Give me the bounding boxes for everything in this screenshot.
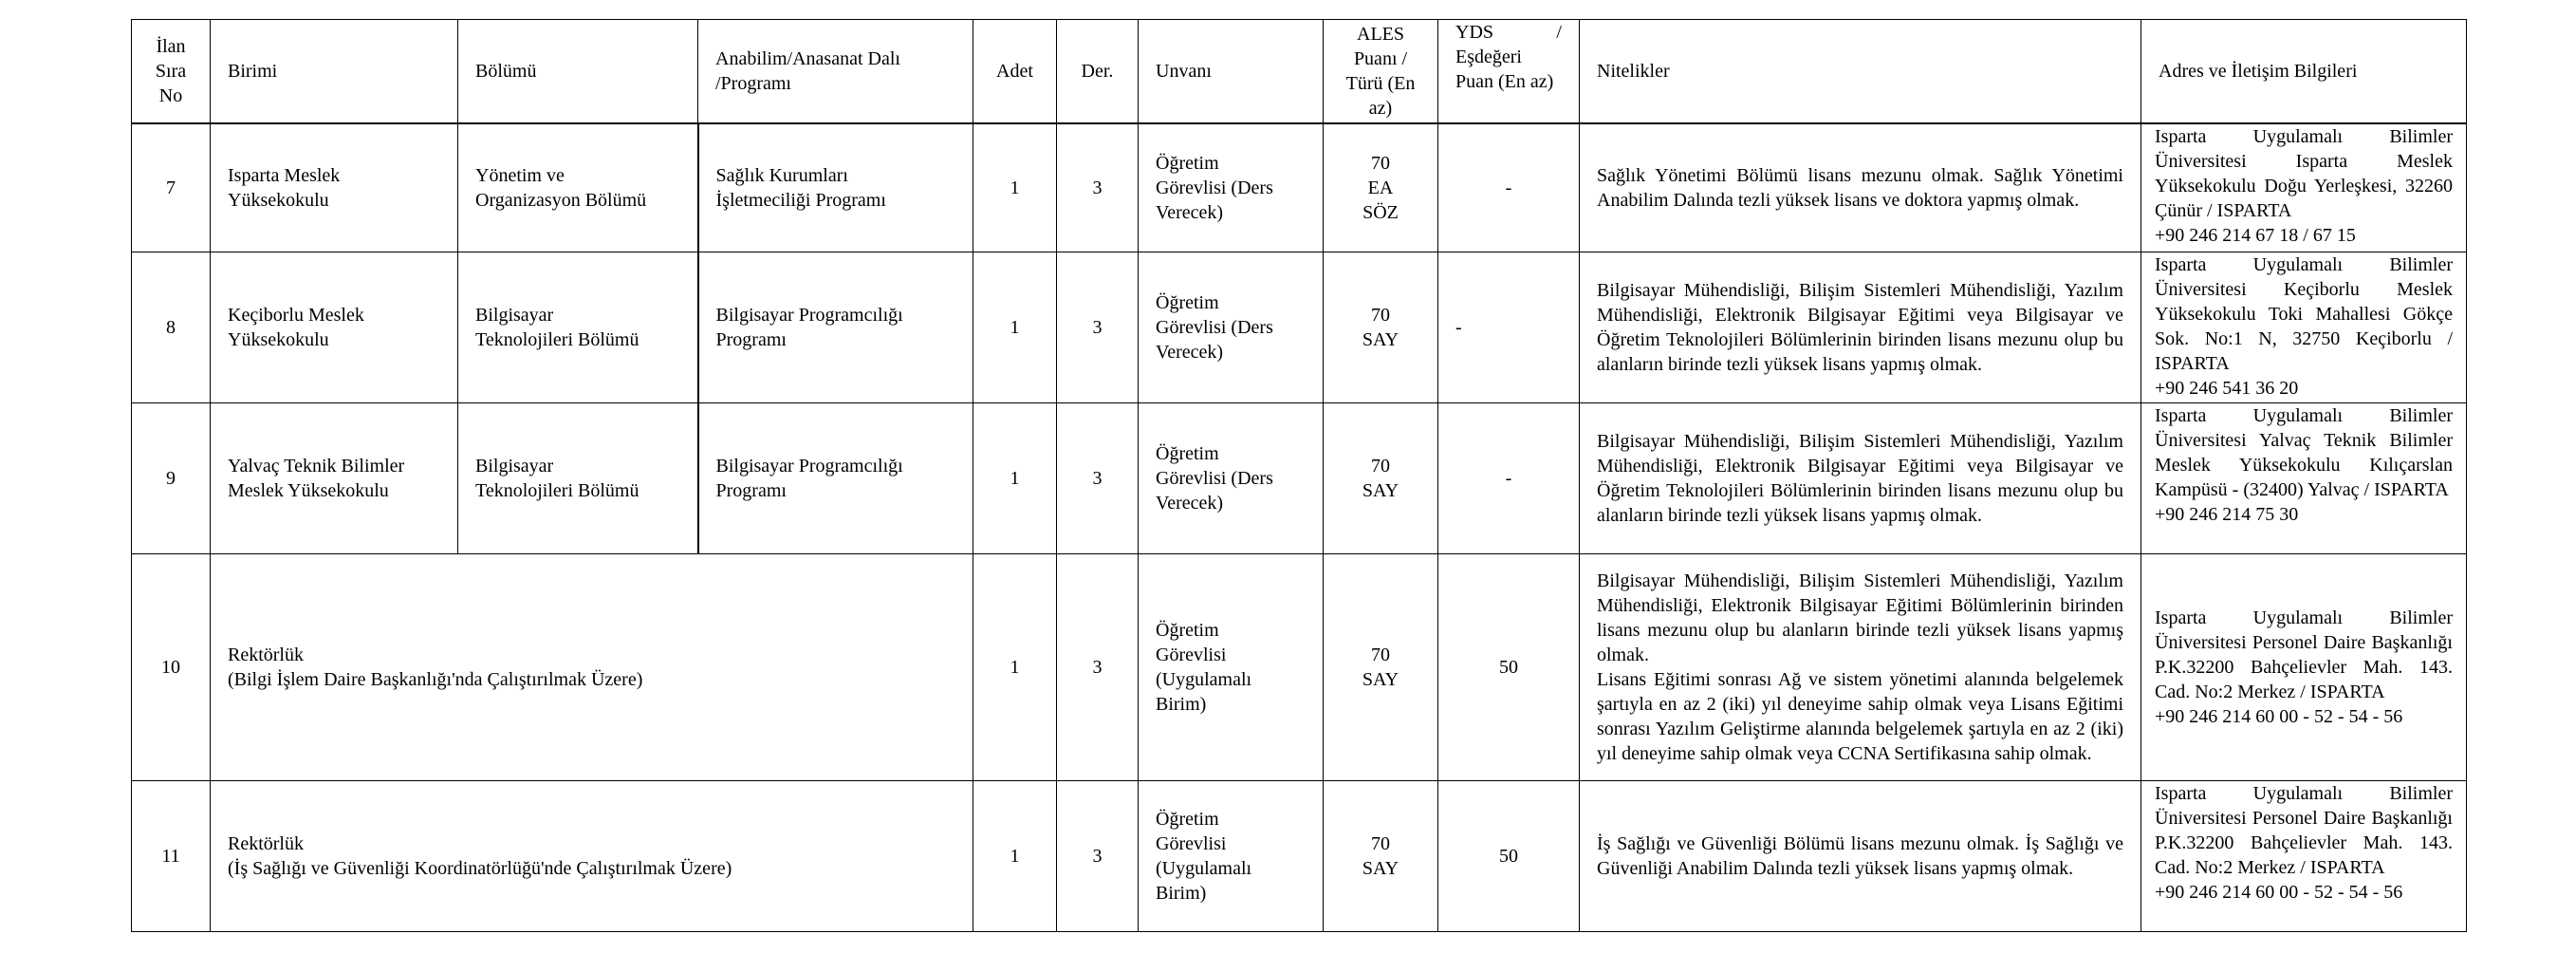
row-yds: -: [1438, 403, 1580, 554]
row-nitelikler: İş Sağlığı ve Güvenliği Bölümü lisans mezunu olmak. İş Sağlığı ve Güvenliği Anabilim Dalında tezli yüksek lisans yapmış olmak.: [1580, 781, 2141, 932]
header-bolumu: Bölümü: [458, 20, 698, 124]
row-anabilim-dali: Bilgisayar Programcılığı Programı: [698, 252, 973, 403]
job-listings-table: [131, 19, 2467, 932]
row-derece: 3: [1057, 554, 1139, 781]
row-adet: 1: [973, 123, 1057, 252]
header-yds: YDS / Eşdeğeri Puan (En az): [1438, 20, 1580, 124]
row-unvani: Öğretim Görevlisi (Uygulamalı Birim): [1139, 781, 1324, 932]
row-ales: 70 EA SÖZ: [1324, 123, 1438, 252]
row-nitelikler: Bilgisayar Mühendisliği, Bilişim Sistemleri Mühendisliği, Yazılım Mühendisliği, Elektronik Bilgisayar Eğitimi veya Bilgisayar ve Öğretim Teknolojileri Bölümlerinin birinden lisans mezunu olup bu alanların birinde tezli yüksek lisans yapmış olmak.: [1580, 252, 2141, 403]
row-birimi: Rektörlük (İş Sağlığı ve Güvenliği Koordinatörlüğü'nde Çalıştırılmak Üzere): [211, 781, 973, 932]
header-ales: ALES Puanı / Türü (En az): [1324, 20, 1438, 124]
row-sira-no: 11: [132, 781, 211, 932]
row-derece: 3: [1057, 781, 1139, 932]
row-sira-no: 9: [132, 403, 211, 554]
row-adres: Isparta Uygulamalı Bilimler Üniversitesi Yalvaç Teknik Bilimler Meslek Yüksekokulu Kılıçarslan Kampüsü - (32400) Yalvaç / ISPARTA +90 246 214 75 30: [2141, 403, 2467, 554]
row-anabilim-dali: Sağlık Kurumları İşletmeciliği Programı: [698, 123, 973, 252]
row-ales: 70 SAY: [1324, 554, 1438, 781]
row-ales: 70 SAY: [1324, 781, 1438, 932]
row-ales: 70 SAY: [1324, 252, 1438, 403]
header-sira-no: İlan Sıra No: [132, 20, 211, 124]
row-sira-no: 7: [132, 123, 211, 252]
row-unvani: Öğretim Görevlisi (Ders Verecek): [1139, 123, 1324, 252]
table-row: [132, 781, 2467, 932]
row-yds: 50: [1438, 554, 1580, 781]
header-anabilim-dali: Anabilim/Anasanat Dalı /Programı: [698, 20, 973, 124]
row-birimi: Yalvaç Teknik Bilimler Meslek Yüksekokulu: [211, 403, 458, 554]
row-adet: 1: [973, 252, 1057, 403]
table-row: [132, 252, 2467, 403]
row-nitelikler: Bilgisayar Mühendisliği, Bilişim Sistemleri Mühendisliği, Yazılım Mühendisliği, Elektronik Bilgisayar Eğitimi veya Bilgisayar ve Öğretim Teknolojileri Bölümlerinin birinden lisans mezunu olup bu alanların birinde tezli yüksek lisans yapmış olmak.: [1580, 403, 2141, 554]
row-unvani: Öğretim Görevlisi (Uygulamalı Birim): [1139, 554, 1324, 781]
row-bolumu: Yönetim ve Organizasyon Bölümü: [458, 123, 698, 252]
row-sira-no: 8: [132, 252, 211, 403]
row-nitelikler: Sağlık Yönetimi Bölümü lisans mezunu olmak. Sağlık Yönetimi Anabilim Dalında tezli yüksek lisans ve doktora yapmış olmak.: [1580, 123, 2141, 252]
row-yds: -: [1438, 252, 1580, 403]
row-unvani: Öğretim Görevlisi (Ders Verecek): [1139, 403, 1324, 554]
row-bolumu: Bilgisayar Teknolojileri Bölümü: [458, 403, 698, 554]
row-sira-no: 10: [132, 554, 211, 781]
row-nitelikler: Bilgisayar Mühendisliği, Bilişim Sistemleri Mühendisliği, Yazılım Mühendisliği, Elektronik Bilgisayar Eğitimi Bölümlerinin birinden lisans mezunu olup bu alanların birinde tezli yüksek lisans yapmış olmak. Lisans Eğitimi sonrası Ağ ve sistem yönetimi alanında belgelemek şartıyla en az 2 (iki) yıl deneyime sahip olmak veya Lisans Eğitimi sonrası Yazılım Geliştirme alanında belgelemek şartıyla en az 2 (iki) yıl deneyime sahip olmak veya CCNA Sertifikasına sahip olmak.: [1580, 554, 2141, 781]
row-birimi: Isparta Meslek Yüksekokulu: [211, 123, 458, 252]
row-adet: 1: [973, 403, 1057, 554]
row-adres: Isparta Uygulamalı Bilimler Üniversitesi Personel Daire Başkanlığı P.K.32200 Bahçelievler Mah. 143. Cad. No:2 Merkez / ISPARTA +90 246 214 60 00 - 52 - 54 - 56: [2141, 781, 2467, 932]
header-derece: Der.: [1057, 20, 1139, 124]
row-birimi: Keçiborlu Meslek Yüksekokulu: [211, 252, 458, 403]
row-adres: Isparta Uygulamalı Bilimler Üniversitesi Keçiborlu Meslek Yüksekokulu Toki Mahallesi Gökçe Sok. No:1 N, 32750 Keçiborlu / ISPARTA +90 246 541 36 20: [2141, 252, 2467, 403]
row-derece: 3: [1057, 123, 1139, 252]
header-row: [132, 20, 2467, 124]
table-row: [132, 403, 2467, 554]
header-nitelikler: Nitelikler: [1580, 20, 2141, 124]
row-adet: 1: [973, 554, 1057, 781]
row-derece: 3: [1057, 252, 1139, 403]
table-row: [132, 123, 2467, 252]
table-row: [132, 554, 2467, 781]
row-derece: 3: [1057, 403, 1139, 554]
row-birimi: Rektörlük (Bilgi İşlem Daire Başkanlığı'nda Çalıştırılmak Üzere): [211, 554, 973, 781]
header-unvani: Unvanı: [1139, 20, 1324, 124]
header-birimi: Birimi: [211, 20, 458, 124]
row-adres: Isparta Uygulamalı Bilimler Üniversitesi Isparta Meslek Yüksekokulu Doğu Yerleşkesi, 32260 Çünür / ISPARTA +90 246 214 67 18 / 67 15: [2141, 123, 2467, 252]
row-anabilim-dali: Bilgisayar Programcılığı Programı: [698, 403, 973, 554]
row-unvani: Öğretim Görevlisi (Ders Verecek): [1139, 252, 1324, 403]
header-adet: Adet: [973, 20, 1057, 124]
row-adet: 1: [973, 781, 1057, 932]
row-adres: Isparta Uygulamalı Bilimler Üniversitesi Personel Daire Başkanlığı P.K.32200 Bahçelievler Mah. 143. Cad. No:2 Merkez / ISPARTA +90 246 214 60 00 - 52 - 54 - 56: [2141, 554, 2467, 781]
header-adres: Adres ve İletişim Bilgileri: [2141, 20, 2467, 124]
row-ales: 70 SAY: [1324, 403, 1438, 554]
row-bolumu: Bilgisayar Teknolojileri Bölümü: [458, 252, 698, 403]
row-yds: 50: [1438, 781, 1580, 932]
row-yds: -: [1438, 123, 1580, 252]
